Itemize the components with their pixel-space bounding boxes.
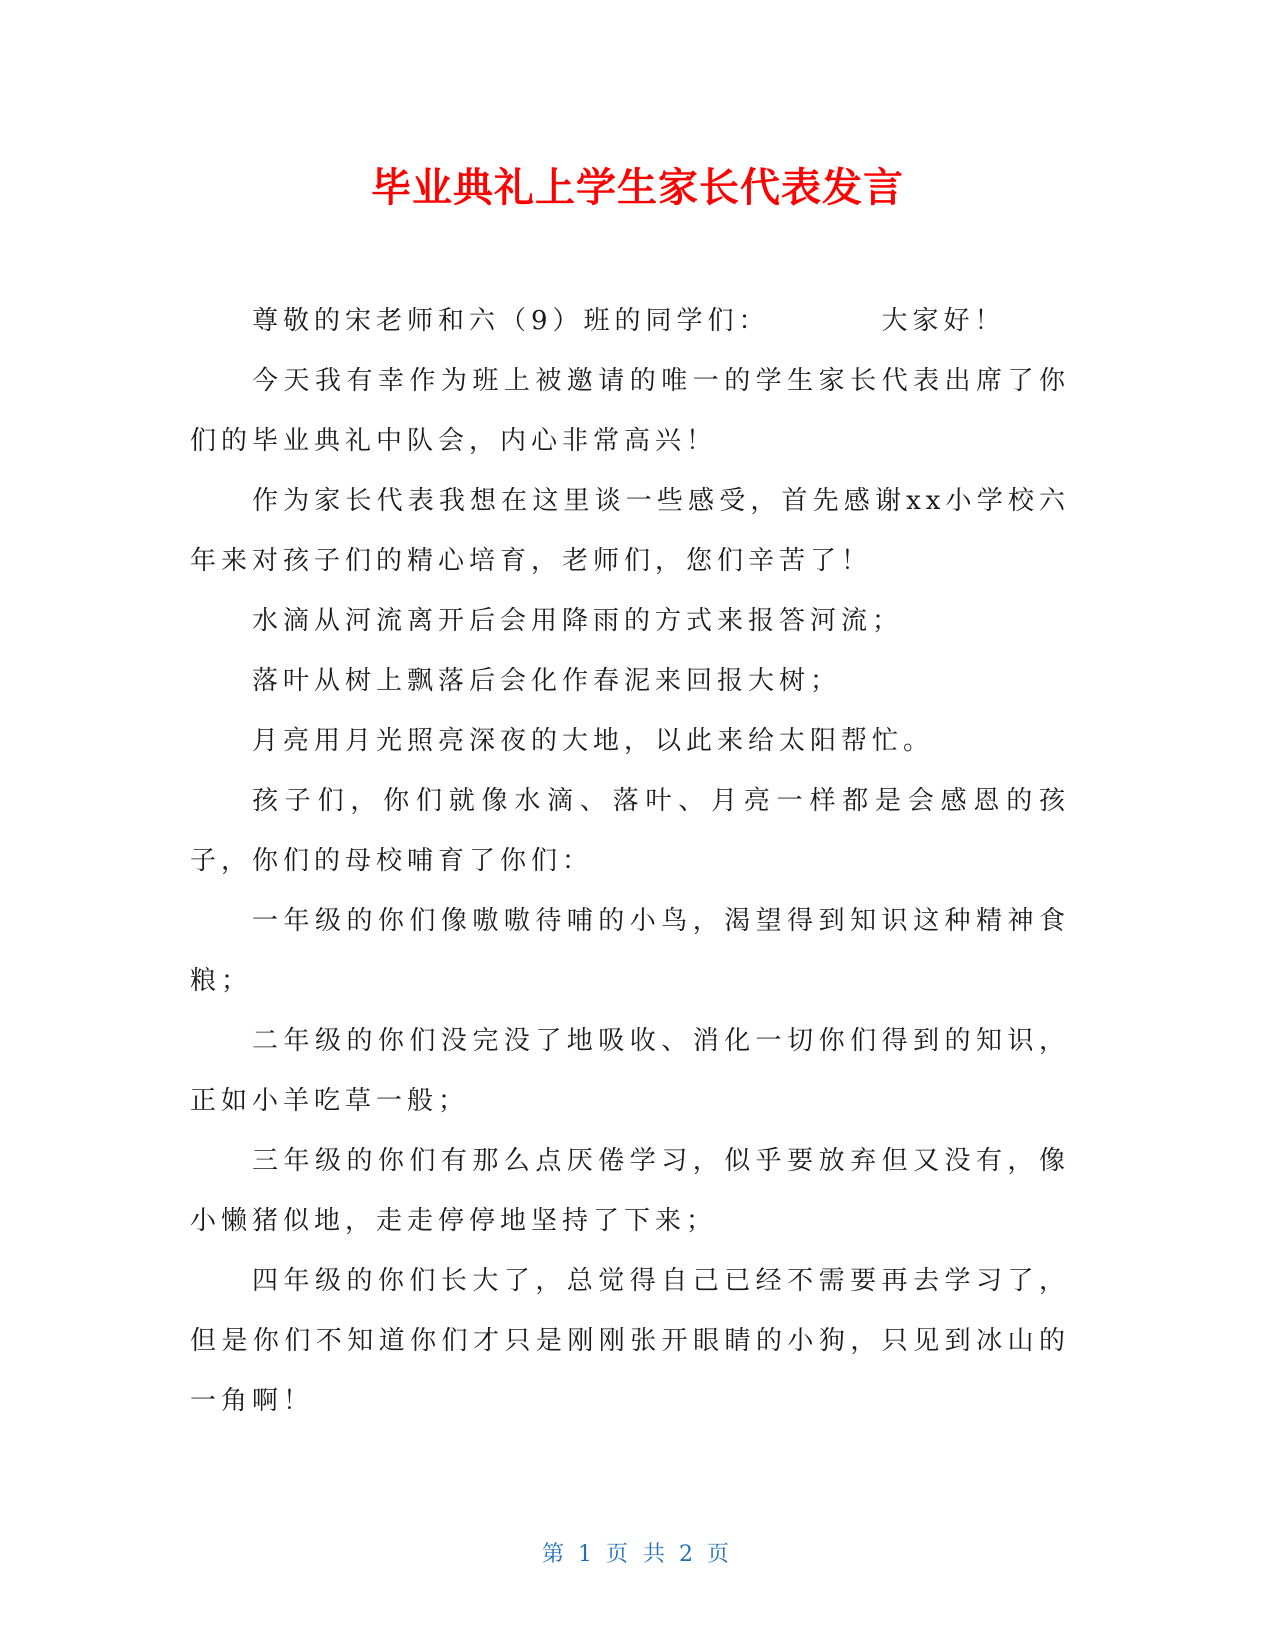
paragraph: 今天我有幸作为班上被邀请的唯一的学生家长代表出席了你们的毕业典礼中队会，内心非常高兴！ — [190, 366, 1070, 456]
greeting-paragraph — [190, 291, 1070, 351]
document-title: 毕业典礼上学生家长代表发言 — [371, 165, 904, 211]
footer-suffix: 页 — [707, 1542, 734, 1567]
footer-prefix: 第 — [541, 1542, 568, 1567]
paragraph: 四年级的你们长大了，总觉得自己已经不需要再去学习了，但是你们不知道你们才只是刚刚张开眼睛的小狗，只见到冰山的一角啊！ — [190, 1266, 1070, 1416]
paragraph: 三年级的你们有那么点厌倦学习，似乎要放弃但又没有，像小懒猪似地，走走停停地坚持了下来； — [190, 1146, 1070, 1236]
footer-current-page: 1 — [578, 1542, 596, 1567]
paragraph: 一年级的你们像嗷嗷待哺的小鸟，渴望得到知识这种精神食粮； — [190, 906, 1070, 996]
paragraph: 水滴从河流离开后会用降雨的方式来报答河流； — [252, 606, 904, 636]
paragraph: 月亮用月光照亮深夜的大地，以此来给太阳帮忙。 — [252, 726, 935, 756]
document-body — [190, 291, 1070, 1431]
paragraph: 二年级的你们没完没了地吸收、消化一切你们得到的知识，正如小羊吃草一般； — [190, 1026, 1070, 1116]
footer-total-pages: 2 — [679, 1542, 697, 1567]
paragraph: 落叶从树上飘落后会化作春泥来回报大树； — [252, 666, 842, 696]
greeting-salutation: 尊敬的宋老师和六（9）班的同学们： — [252, 306, 770, 336]
paragraph: 作为家长代表我想在这里谈一些感受，首先感谢xx小学校六年来对孩子们的精心培育，老师们，您们辛苦了！ — [190, 486, 1070, 576]
footer-mid: 页 共 — [606, 1542, 669, 1567]
page-footer — [0, 1540, 1275, 1570]
paragraph: 孩子们，你们就像水滴、落叶、月亮一样都是会感恩的孩子，你们的母校哺育了你们： — [190, 786, 1070, 876]
greeting-hello: 大家好！ — [881, 306, 1006, 336]
